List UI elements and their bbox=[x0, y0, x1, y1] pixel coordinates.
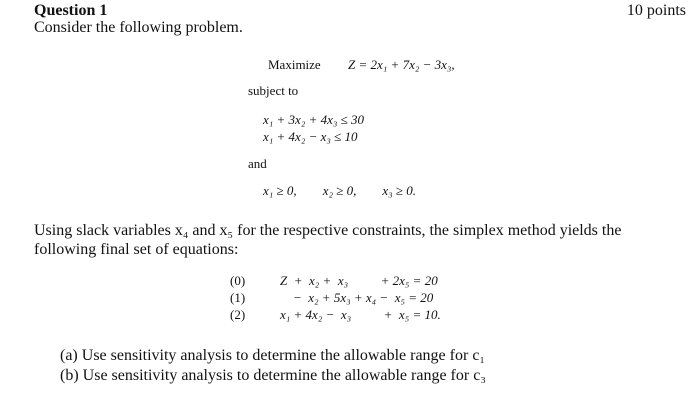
question-title: Question 1 bbox=[34, 2, 108, 19]
question-parts bbox=[60, 346, 486, 386]
equation-text: Z + x₂ + x₃ + 2x₅ = 20 bbox=[280, 273, 438, 288]
maximize-label: Maximize bbox=[268, 57, 321, 72]
subject-to-label: subject to bbox=[248, 83, 299, 98]
slack-variables-paragraph: Using slack variables x₄ and x₅ for the respective constraints, the simplex method yields the following final set of equations: bbox=[34, 222, 622, 258]
part-b: (b) Use sensitivity analysis to determine the allowable range for c₃ bbox=[60, 367, 486, 384]
points-label: 10 points bbox=[626, 2, 686, 19]
equation-text: − x₂ + 5x₃ + x₄ − x₅ = 20 bbox=[280, 290, 434, 305]
and-label: and bbox=[248, 156, 267, 171]
nonneg-x3: x₃ ≥ 0. bbox=[382, 183, 417, 198]
equation-label: (2) bbox=[230, 307, 246, 322]
constraint-2: x₁ + 4x₂ − x₃ ≤ 10 bbox=[263, 129, 358, 144]
nonnegativity-constraints bbox=[263, 183, 442, 199]
question-intro: Consider the following problem. bbox=[34, 19, 243, 36]
nonneg-x2: x₂ ≥ 0, bbox=[322, 183, 357, 198]
equation-label: (1) bbox=[230, 290, 246, 305]
constraint-1: x₁ + 3x₂ + 4x₃ ≤ 30 bbox=[263, 112, 365, 127]
equation-text: x₁ + 4x₂ − x₃ + x₅ = 10. bbox=[280, 307, 441, 322]
objective-function: Z = 2x₁ + 7x₂ − 3x₃, bbox=[348, 57, 455, 72]
equation-label: (0) bbox=[230, 273, 246, 288]
part-a: (a) Use sensitivity analysis to determine the allowable range for c₁ bbox=[60, 347, 485, 364]
nonneg-x1: x₁ ≥ 0, bbox=[263, 183, 297, 198]
